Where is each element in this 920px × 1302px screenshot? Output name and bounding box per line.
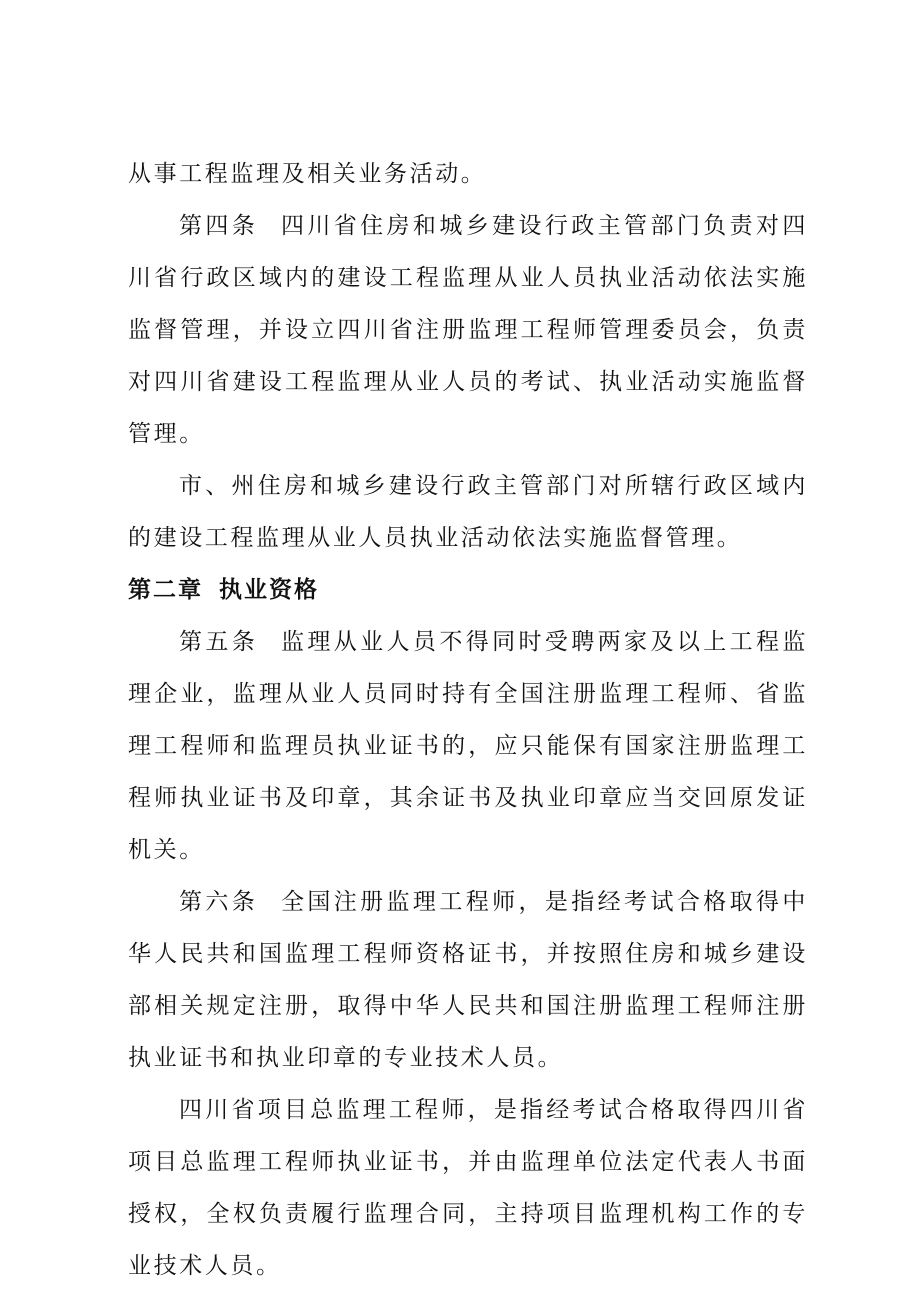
article-4-text: 四川省住房和城乡建设行政主管部门负责对四川省行政区域内的建设工程监理从业人员执业活动依法实施监督管理，并设立四川省注册监理工程师管理委员会，负责对四川省建设工程监理从业人员的考试、执业活动实施监督管理。 — [128, 213, 809, 447]
article-6-number: 第六条 — [179, 889, 259, 915]
chapter-heading — [128, 564, 808, 616]
chapter-number: 第二章 — [128, 577, 203, 603]
continuation-text: 从事工程监理及相关业务活动。 — [128, 161, 487, 187]
article-4-paragraph-2 — [128, 460, 808, 564]
article-6-text: 全国注册监理工程师，是指经考试合格取得中华人民共和国监理工程师资格证书，并按照住房和城乡建设部相关规定注册，取得中华人民共和国注册监理工程师注册执业证书和执业印章的专业技术人员。 — [128, 889, 809, 1071]
document-body — [128, 148, 808, 1292]
article-4-paragraph-2-text: 市、州住房和城乡建设行政主管部门对所辖行政区域内的建设工程监理从业人员执业活动依法实施监督管理。 — [128, 473, 808, 551]
article-5-number: 第五条 — [179, 629, 259, 655]
article-6-paragraph-2-text: 四川省项目总监理工程师，是指经考试合格取得四川省项目总监理工程师执业证书，并由监理单位法定代表人书面授权，全权负责履行监理合同，主持项目监理机构工作的专业技术人员。 — [128, 1097, 808, 1279]
article-4-number: 第四条 — [179, 213, 259, 239]
article-6 — [128, 876, 808, 1084]
article-6-paragraph-2 — [128, 1084, 808, 1292]
paragraph-continuation — [128, 148, 808, 200]
article-5 — [128, 616, 808, 876]
chapter-title: 执业资格 — [219, 577, 319, 603]
article-5-text: 监理从业人员不得同时受聘两家及以上工程监理企业，监理从业人员同时持有全国注册监理工程师、省监理工程师和监理员执业证书的，应只能保有国家注册监理工程师执业证书及印章，其余证书及执业印章应当交回原发证机关。 — [128, 629, 809, 863]
article-4 — [128, 200, 808, 460]
